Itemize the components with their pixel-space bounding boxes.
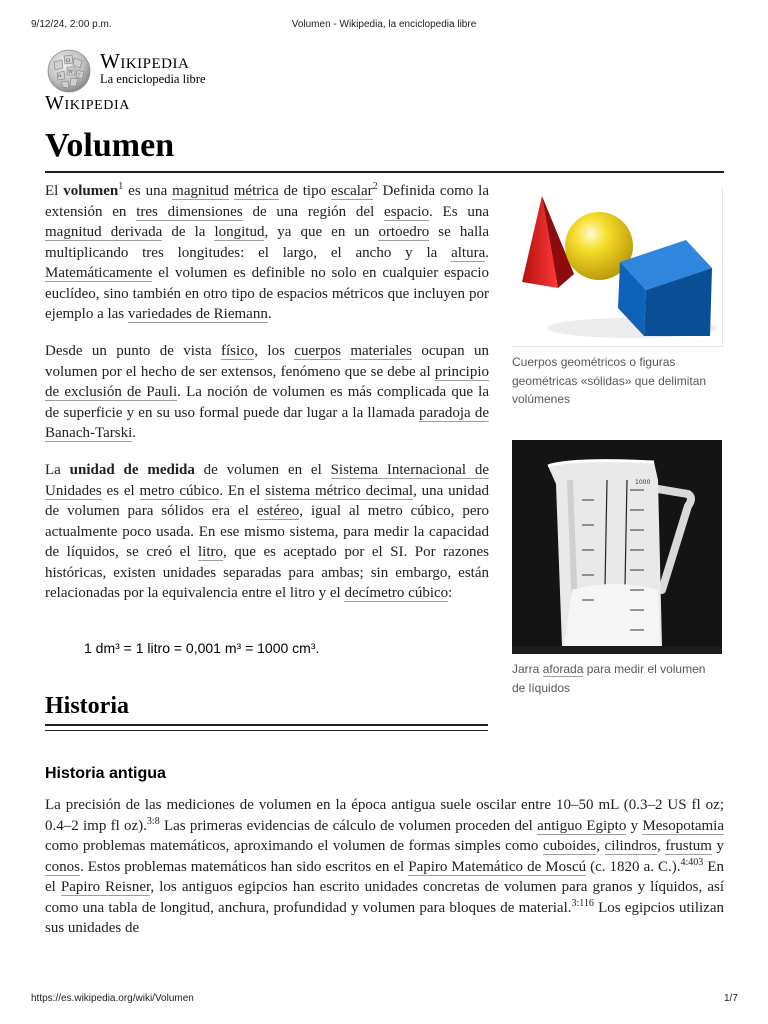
link-frustum[interactable]: frustum bbox=[665, 838, 712, 854]
link-cuboides[interactable]: cuboides bbox=[542, 838, 597, 854]
link-aforada[interactable]: aforada bbox=[542, 662, 584, 676]
link-tres-dimensiones[interactable]: tres dimensiones bbox=[136, 203, 243, 220]
section-divider-thin bbox=[45, 730, 488, 731]
link-metrica[interactable]: métrica bbox=[233, 183, 279, 199]
print-date: 9/12/24, 2:00 p.m. bbox=[31, 19, 112, 30]
link-magnitud[interactable]: magnitud bbox=[172, 183, 229, 199]
jug-scale-top-label: 1000 bbox=[635, 479, 651, 486]
link-estereo[interactable]: estéreo bbox=[256, 503, 300, 519]
volume-equivalence-formula: 1 dm³ = 1 litro = 0,001 m³ = 1000 cm³. bbox=[84, 640, 320, 656]
link-papiro-reisner[interactable]: Papiro Reisner bbox=[60, 879, 151, 895]
link-mesopotamia[interactable]: Mesopotamia bbox=[642, 817, 725, 834]
intro-paragraph-3: La unidad de medida de volumen en el Sistema Internacional de Unidades es el metro cúbico. En el sistema métrico decimal, una unidad de volumen para sólidos era el estéreo, igual al metro cúbico, pero actualmente poco usada. En ese mismo sistema, para medir la capacidad de líquidos, se creó el litro, que es aceptado por el SI. Por razones históricas, existen unidades separadas para ambas; sin embargo, están relacionadas por la equivalencia entre el litro y el decímetro cúbico: bbox=[45, 462, 489, 601]
wikipedia-wordmark[interactable]: Wikipedia bbox=[100, 49, 190, 73]
title-divider bbox=[45, 171, 724, 173]
historia-paragraph: La precisión de las mediciones de volumen en la época antigua suele oscilar entre 10–50 mL (0.3–2 US fl oz; 0.4–2 imp fl oz).$^{3:8}$ Las primeras evidencias de cálculo de volumen proceden del antiguo Egipto y Mesopotamia como problemas matemáticos, aproximando el volumen de formas simples como cuboides, cilindros, frustum y conos. Estos problemas matemáticos han sido escritos en el Papiro Matemático de Moscú (c. 1820 a. C.).$^{4:403}$ En el Papiro Reisner, los antiguos egipcios han escrito unidades concretas de volumen para granos y líquidos, así como una tabla de longitud, anchura, profundidad y volumen para bloques de material.$^{3:116}$ Los egipcios utilizan sus unidades de bbox=[45, 797, 725, 936]
link-matematicamente[interactable]: Matemáticamente bbox=[45, 265, 153, 281]
ref-1[interactable]: 1 bbox=[118, 181, 124, 192]
link-espacio[interactable]: espacio bbox=[384, 203, 430, 220]
intro-paragraph-1: El volumen$^1$ es una magnitud métrica de tipo escalar$^2$ Definida como la extensión en tres dimensiones de una región del espacio. Es una magnitud derivada de la longitud, ya que en un ortoedro se halla multiplicando tres longitudes: el largo, el ancho y la altura. Matemáticamente el volumen es definible no solo en cualquier espacio euclídeo, sino también en otro tipo de espacios métricos que incluyen por ejemplo a las variedades de Riemann. bbox=[45, 181, 489, 322]
link-principio-de-exclusion-de-pauli[interactable]: principio de exclusión de Pauli bbox=[45, 363, 489, 400]
link-fisico[interactable]: físico bbox=[220, 343, 255, 359]
ref-3-8[interactable]: 3:8 bbox=[146, 815, 160, 827]
print-page-number: 1/7 bbox=[724, 993, 738, 1004]
intro-paragraph-2: Desde un punto de vista físico, los cuerpos materiales ocupan un volumen por el hecho de ser extensos, fenómeno que se debe al principio de exclusión de Pauli. La noción de volumen es más complicada que la de superficie y en su uso formal puede dar lugar a la llamada paradoja de Banach-Tarski. bbox=[45, 343, 490, 441]
link-papiro-matematico-de-moscu[interactable]: Papiro Matemático de Moscú bbox=[408, 858, 587, 875]
link-conos[interactable]: conos bbox=[45, 858, 80, 875]
link-paradoja-de-banach-tarski[interactable]: paradoja de Banach-Tarski bbox=[45, 404, 490, 441]
figure-measuring-jug bbox=[512, 440, 722, 697]
term-volumen: volumen bbox=[63, 183, 119, 199]
link-sistema-internacional[interactable]: Sistema Internacional de Unidades bbox=[45, 462, 489, 499]
jug-illustration bbox=[512, 440, 722, 654]
link-decimetro-cubico[interactable]: decímetro cúbico bbox=[344, 585, 449, 601]
page-title: Volumen bbox=[45, 127, 175, 164]
wikipedia-tagline: La enciclopedia libre bbox=[100, 72, 206, 86]
section-heading-historia: Historia bbox=[45, 693, 129, 719]
link-escalar[interactable]: escalar bbox=[330, 183, 373, 199]
geometric-solids-image[interactable] bbox=[512, 188, 723, 347]
measuring-jug-image[interactable] bbox=[512, 440, 722, 654]
wikipedia-wordmark-small[interactable]: Wikipedia bbox=[45, 92, 130, 114]
solids-caption: Cuerpos geométricos o figuras geométricas «sólidas» que delimitan volúmenes bbox=[512, 355, 707, 406]
link-materiales[interactable]: materiales bbox=[350, 343, 412, 359]
ref-3-116[interactable]: 3:116 bbox=[571, 897, 594, 909]
link-cilindros[interactable]: cilindros bbox=[604, 838, 658, 854]
svg-text:Ω: Ω bbox=[66, 58, 71, 64]
jug-caption: Jarra aforada para medir el volumen de líquidos bbox=[512, 662, 706, 695]
link-altura[interactable]: altura bbox=[451, 244, 486, 261]
link-ortoedro[interactable]: ortoedro bbox=[378, 224, 430, 240]
link-metro-cubico[interactable]: metro cúbico bbox=[139, 482, 220, 499]
link-longitud[interactable]: longitud bbox=[214, 224, 265, 240]
ref-2[interactable]: 2 bbox=[372, 181, 378, 192]
term-unidad-de-medida: unidad de medida bbox=[69, 462, 195, 478]
figure-geometric-solids bbox=[512, 188, 722, 409]
solids-illustration bbox=[512, 188, 722, 346]
link-sistema-metrico-decimal[interactable]: sistema métrico decimal bbox=[265, 482, 414, 499]
print-doc-title: Volumen - Wikipedia, la enciclopedia libre bbox=[291, 19, 477, 30]
svg-text:ウ: ウ bbox=[77, 72, 81, 77]
subsection-heading-historia-antigua: Historia antigua bbox=[45, 765, 166, 782]
link-litro[interactable]: litro bbox=[198, 544, 224, 560]
svg-text:W: W bbox=[68, 69, 74, 75]
print-url[interactable]: https://es.wikipedia.org/wiki/Volumen bbox=[31, 993, 194, 1004]
svg-text:И: И bbox=[58, 73, 62, 78]
ref-4-403[interactable]: 4:403 bbox=[680, 856, 704, 868]
link-cuerpos[interactable]: cuerpos bbox=[294, 343, 341, 359]
section-divider bbox=[45, 724, 488, 726]
wikipedia-globe-icon[interactable] bbox=[46, 48, 92, 94]
link-variedades-de-riemann[interactable]: variedades de Riemann bbox=[127, 306, 268, 322]
link-magnitud-derivada[interactable]: magnitud derivada bbox=[45, 224, 163, 240]
link-antiguo-egipto[interactable]: antiguo Egipto bbox=[537, 817, 627, 834]
